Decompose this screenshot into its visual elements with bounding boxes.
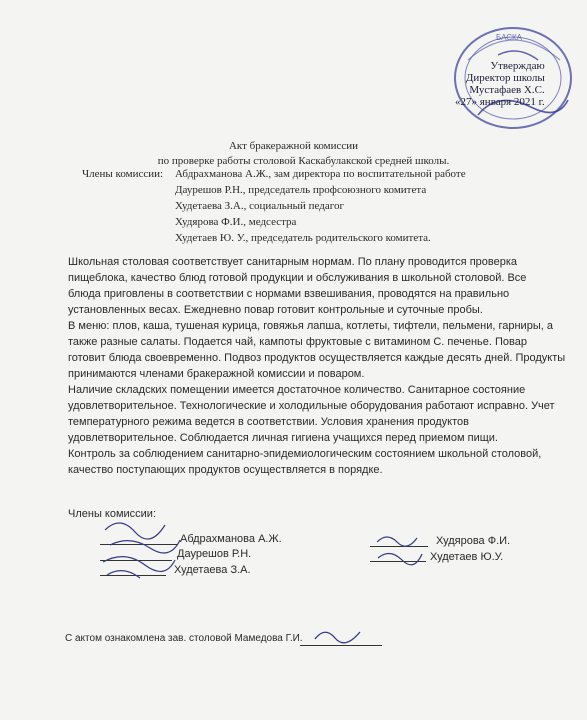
signatures-label: Члены комиссии: xyxy=(68,508,157,520)
handwritten-signatures-right xyxy=(372,528,432,568)
signer-name: Даурешов Р.Н. xyxy=(177,548,252,560)
body-line: Наличие складских помещении имеется достаточное количество. Санитарное состояние xyxy=(68,384,526,396)
body-line: удовлетворительное. Технологические и холодильные оборудования работают исправно. Учет xyxy=(68,400,555,412)
body-line: установленных весах. Ежедневно повар готовит контрольные и суточные пробы. xyxy=(68,304,483,316)
body-line: готовит блюда своевременно. Подвоз продуктов осуществляется каждые десять дней. Продукты xyxy=(68,352,566,364)
body-line: принимаются членами бракеражной комиссии и поваром. xyxy=(68,368,365,380)
body-line: блюда приговлены в соответствии с нормами взвешивания, проводятся на правильно xyxy=(68,288,510,300)
body-line: В меню: плов, каша, тушеная курица, говяжья лапша, котлеты, тифтели, пельмени, гарниры, а xyxy=(68,320,553,332)
signer-name: Абдрахманова А.Ж. xyxy=(180,533,282,545)
svg-text:БАСКА: БАСКА xyxy=(496,33,523,42)
report-body xyxy=(68,254,578,478)
approval-line: Утверждаю xyxy=(490,60,545,72)
body-line: также разные салаты. Подается чай, кампоты фруктовые с витамином С. печенье. Повар xyxy=(68,336,527,348)
commission-member: Худярова Ф.И., медсестра xyxy=(175,216,297,228)
commission-label: Члены комиссии: xyxy=(82,168,164,180)
signer-name: Худярова Ф.И. xyxy=(436,535,511,547)
document-subtitle: по проверке работы столовой Каскабулакской средней школы. xyxy=(157,155,450,167)
body-line: Школьная столовая соответствует санитарным нормам. По плану проводится проверка xyxy=(68,256,518,268)
acknowledgment-line: С актом ознакомлена зав. столовой Мамедова Г.И. xyxy=(65,633,303,644)
approval-block xyxy=(455,60,545,108)
commission-member: Худетаева З.А., социальный педагог xyxy=(175,200,345,212)
approval-line: «27» января 2021 г. xyxy=(455,96,545,108)
commission-member: Абдрахманова А.Ж., зам директора по воспитательной работе xyxy=(175,168,466,180)
signer-name: Худетаев Ю.У. xyxy=(430,551,504,563)
body-line: качество поступающих продуктов осуществляется в порядке. xyxy=(68,464,383,476)
approval-line: Мустафаев Х.С. xyxy=(469,84,545,96)
body-line: Контроль за соблюдением санитарно-эпидемиологическим состоянием школьной столовой, xyxy=(68,448,542,460)
document-title: Акт бракеражной комиссии xyxy=(228,140,359,152)
commission-member: Даурешов Р.Н., председатель профсоюзного комитета xyxy=(175,184,427,196)
signer-name: Худетаева З.А. xyxy=(174,564,251,576)
body-line: температурного режима ведется в соответствии. Условия хранения продуктов xyxy=(68,416,469,428)
handwritten-signatures xyxy=(95,510,185,585)
commission-member: Худетаев Ю. У., председатель родительского комитета. xyxy=(175,232,431,244)
body-line: пищеблока, качество блюд готовой продукции и обслуживания в школьной столовой. Все xyxy=(68,272,527,284)
cook-signature xyxy=(310,624,370,646)
body-line: удовлетворительное. Соблюдается личная гигиена учащихся перед приемом пищи. xyxy=(68,432,498,444)
approval-line: Директор школы xyxy=(465,72,545,84)
